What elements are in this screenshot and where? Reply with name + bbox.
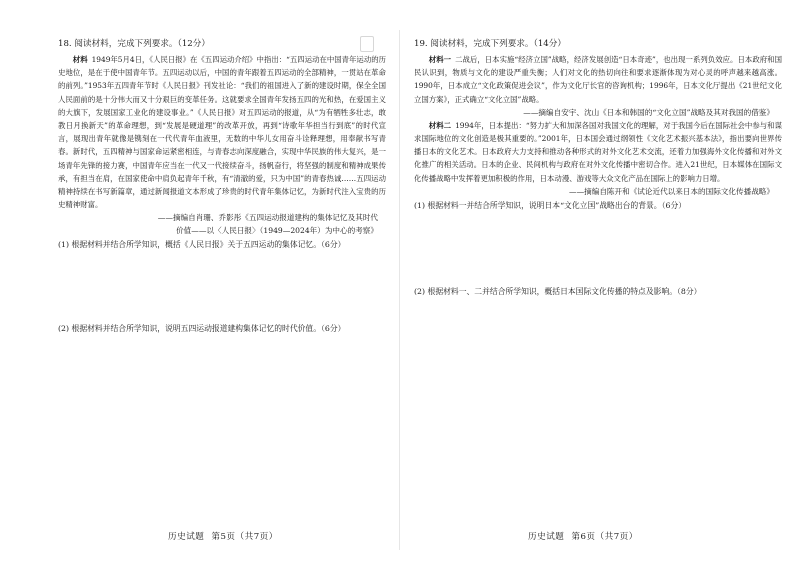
page-6-footer [528,530,638,542]
material-text: 1949年5月4日，《人民日报》在《五四运动介绍》中指出：“五四运动在中国青年运动的历史地位，是在于使中国青年节。五四运动以后，中国的青年跟着五四运动的全部精神，一贯站在革命的前列。”1953年五四青年节时《人民日报》刊发社论：“我们的祖国进入了新的建设时期，保全全国人民面前的是十分伟大而又十分艰巨的变革任务。这就要求全国青年发扬五四的光和热，在爱国主义的大旗下，发展国家工业化的建设事业。”《人民日报》对五四运动的报道，从“为有牺牲多壮志，敢教日月换新天”的革命理想，到“发展是硬道理”的改革开放，再到“诗歌年华担当行到底”的时代宣言，展现出青年就像是镌刻在一代代青年血液里，无数的中华儿女用奋斗诠释理想，用奉献书写青春。新时代，五四精神与国家命运紧密相连，与青春志向深度融合，实现中华民族的伟大复兴，是一场青年先锋的接力赛，中国青年应当在一代又一代接续奋斗，扬帆奋行，将坚强的制度和精神成果传承，有担当在肩，在国家使命中肩负起青年千秋，有“清澈的爱，只为中国”的青春热诚……五四运动精神持续在书写新篇章，通过新闻报道文本形成了珍贵的时代青年集体记忆，为新时代注入宝贵的历史精神财富。 [58,55,386,210]
question-19-material1 [414,53,782,106]
question-19-sub2: (2) 根据材料一、二并结合所学知识，概括日本国际文化传播的特点及影响。（8分） [414,286,702,296]
question-19-sub1: (1) 根据材料一并结合所学知识，说明日本“文化立国”战略出台的背景。（6分） [414,200,687,210]
question-19-citation1: ——摘编自安宇、沈山《日本和韩国的“文化立国”战略及其对我国的借鉴》 [523,107,774,117]
footer-subject: 历史试题 [528,532,565,542]
question-18-material [58,53,386,211]
material1-text: 二战后，日本实施“经济立国”战略，经济发展创造“日本奇迹”，也出现一系列负效应。日本政府和国民认识到，物质与文化的建设严重失衡；人们对文化的热切向往和要求逐渐体现为对心灵的呼声越来越高涨。1990年，日本成立“文化政策促进会议”，作为文化厅长官的咨询机构；1996年，日本文化厅提出《21世纪文化立国方案》，正式确立“文化立国”战略。 [414,55,782,104]
material1-label: 材料一 [428,55,452,64]
question-18-citation-line1: ——摘编自肖珊、乔影彤《五四运动报道建构的集体记忆及其时代 [157,213,378,223]
footer-page-number: 第5页（共7页） [211,532,278,542]
page-6 [400,0,800,566]
footer-page-number: 第6页（共7页） [571,532,638,542]
question-19-material2 [414,119,782,185]
question-18-title: 18. 阅读材料，完成下列要求。（12分） [58,39,210,49]
material2-text: 1994年，日本提出：“努力扩大和加深各国对我国文化的理解，对于我国今后在国际社会中参与和谋求国际地位的文化创造是极其重要的。”2001年，日本国会通过纲领性《文化艺术振兴基本法》，指出要向世界传播日本的文化艺术。日本政府大力支持和推动各种形式的对外文化艺术交流，还着力加强海外文化传播和对外文化推广的相关活动。日本的企业、民间机构与政府在对外文化传播中密切合作。进入21世纪，日本媒体在国际文化传播战略中发挥着更加积极的作用，日本动漫、游戏等大众文化产品在国际上的影响力日增。 [414,120,782,183]
footer-subject: 历史试题 [168,532,205,542]
material2-label: 材料二 [428,120,452,130]
material-label: 材料 [72,55,88,64]
question-18-citation-line2: 价值——以〈人民日报〉（1949—2024年）为中心的考察》 [176,226,378,236]
question-18-sub2: (2) 根据材料并结合所学知识，说明五四运动报道建构集体记忆的时代价值。（6分） [58,324,346,334]
question-19-title: 19. 阅读材料，完成下列要求。（14分） [414,39,566,49]
question-18-sub1: (1) 根据材料并结合所学知识，概括《人民日报》关于五四运动的集体记忆。（6分） [58,240,346,250]
question-19-citation2: ——摘编自陈开和《试论近代以来日本的国际文化传播战略》 [568,186,774,196]
page-5-footer [168,530,278,542]
